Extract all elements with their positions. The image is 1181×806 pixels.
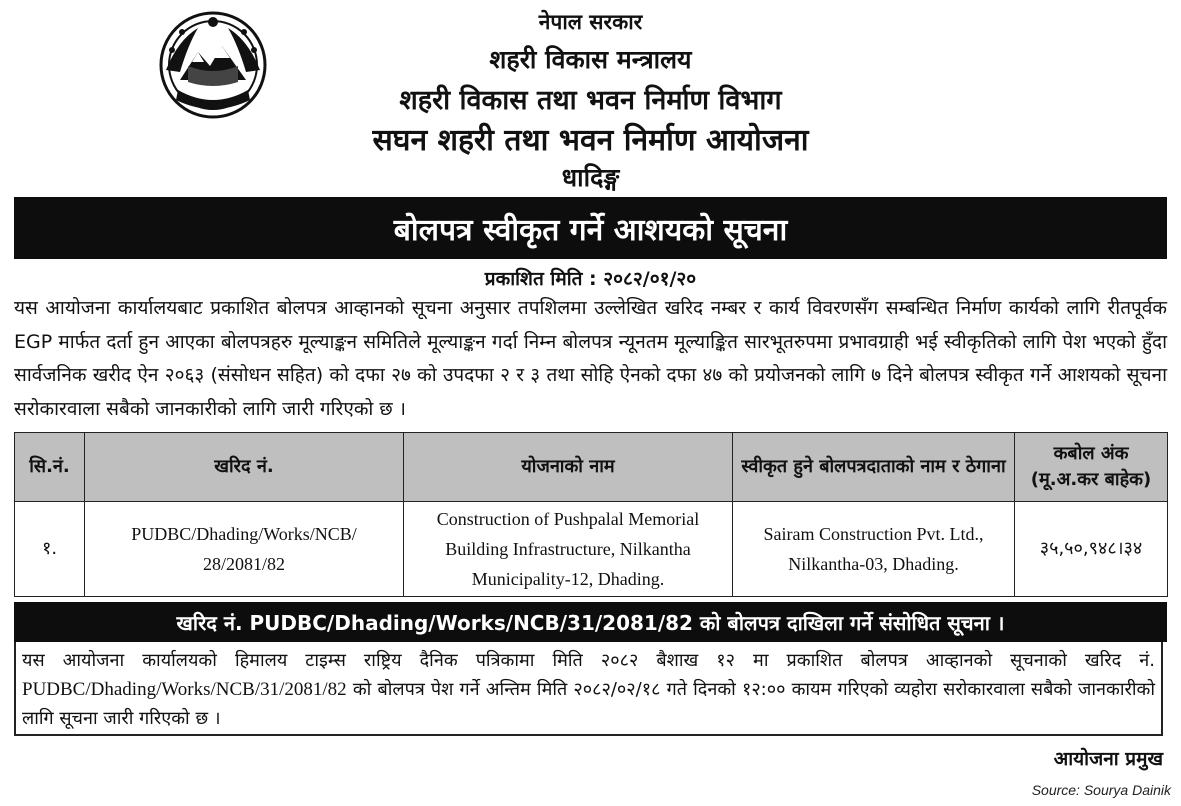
cell-amount: ३५,५०,९४८।३४ — [1015, 502, 1168, 597]
header-procurement-no: खरिद नं. — [85, 433, 404, 502]
notice-body: यस आयोजना कार्यालयबाट प्रकाशित बोलपत्र आव्हानको सूचना अनुसार तपशिलमा उल्लेखित खरिद नम्बर र कार्य विवरणसँग सम्बन्धित निर्माण कार्यको लागि रीतपूर्वक EGP मार्फत दर्ता हुन आएका बोलपत्रहरु मूल्याङ्कन समितिले मूल्याङ्कन गर्दा निम्न बोलपत्र न्यूनतम मूल्याङ्कित सारभूतरुपमा प्रभावग्राही भई स्वीकृतिको लागि पेश भएको हुँदा सार्वजनिक खरीद ऐन २०६३ (संसोधन सहित) को दफा २७ को उपदफा २ र ३ तथा सोहि ऐनको दफा ४७ को प्रयोजनको लागि ७ दिने बोलपत्र स्वीकृत गर्ने आशयको सूचना सरोकारवाला सबैको जानकारीको लागि जारी गरिएको छ । — [14, 297, 1167, 420]
amendment-body-part1: यस आयोजना कार्यालयको हिमालय टाइम्स राष्ट्रिय दैनिक पत्रिकामा मिति २०८२ बैशाख १२ मा प्रकाशित बोलपत्र आव्हानको सूचनाको खरिद नं. — [22, 650, 1155, 671]
amendment-title: खरिद नं. PUDBC/Dhading/Works/NCB/31/2081/82 को बोलपत्र दाखिला गर्ने संसोधित सूचना । — [14, 602, 1167, 642]
amendment-body — [14, 642, 1163, 736]
cell-sn: १. — [15, 502, 85, 597]
cell-procurement-no: PUDBC/Dhading/Works/NCB/ 28/2081/82 — [85, 502, 404, 597]
amendment-reference: PUDBC/Dhading/Works/NCB/31/2081/82 — [22, 679, 347, 700]
signature: आयोजना प्रमुख — [1053, 748, 1163, 770]
header-sn: सि.नं. — [15, 433, 85, 502]
header-amount: कबोल अंक (मू.अ.कर बाहेक) — [1015, 433, 1168, 502]
header-project-name: योजनाको नाम — [404, 433, 733, 502]
government-name: नेपाल सरकार — [538, 10, 643, 34]
office-location: धादिङ्ग — [561, 163, 620, 192]
table-row — [15, 502, 1168, 597]
notice-title: बोलपत्र स्वीकृत गर्ने आशयको सूचना — [14, 197, 1167, 259]
header-bidder: स्वीकृत हुने बोलपत्रदाताको नाम र ठेगाना — [733, 433, 1015, 502]
amendment-body-part2: को बोलपत्र पेश गर्ने अन्तिम मिति २०८२/०२/१८ गते दिनको १२:०० कायम गरिएको व्यहोरा सरोकारवाला सबैको जानकारीको लागि सूचना जारी गरिएको छ । — [22, 679, 1155, 729]
ministry-name: शहरी विकास मन्त्रालय — [489, 45, 692, 74]
source-credit: Source: Sourya Dainik — [1031, 782, 1171, 798]
department-name: शहरी विकास तथा भवन निर्माण विभाग — [399, 85, 782, 116]
cell-project-name: Construction of Pushpalal Memorial Building Infrastructure, Nilkantha Municipality-12, Dhading. — [404, 502, 733, 597]
project-name: सघन शहरी तथा भवन निर्माण आयोजना — [372, 123, 809, 158]
bid-table — [14, 432, 1168, 597]
published-date: प्रकाशित मिति : २०८२/०१/२० — [484, 268, 697, 290]
table-header-row — [15, 433, 1168, 502]
cell-bidder: Sairam Construction Pvt. Ltd., Nilkantha-03, Dhading. — [733, 502, 1015, 597]
